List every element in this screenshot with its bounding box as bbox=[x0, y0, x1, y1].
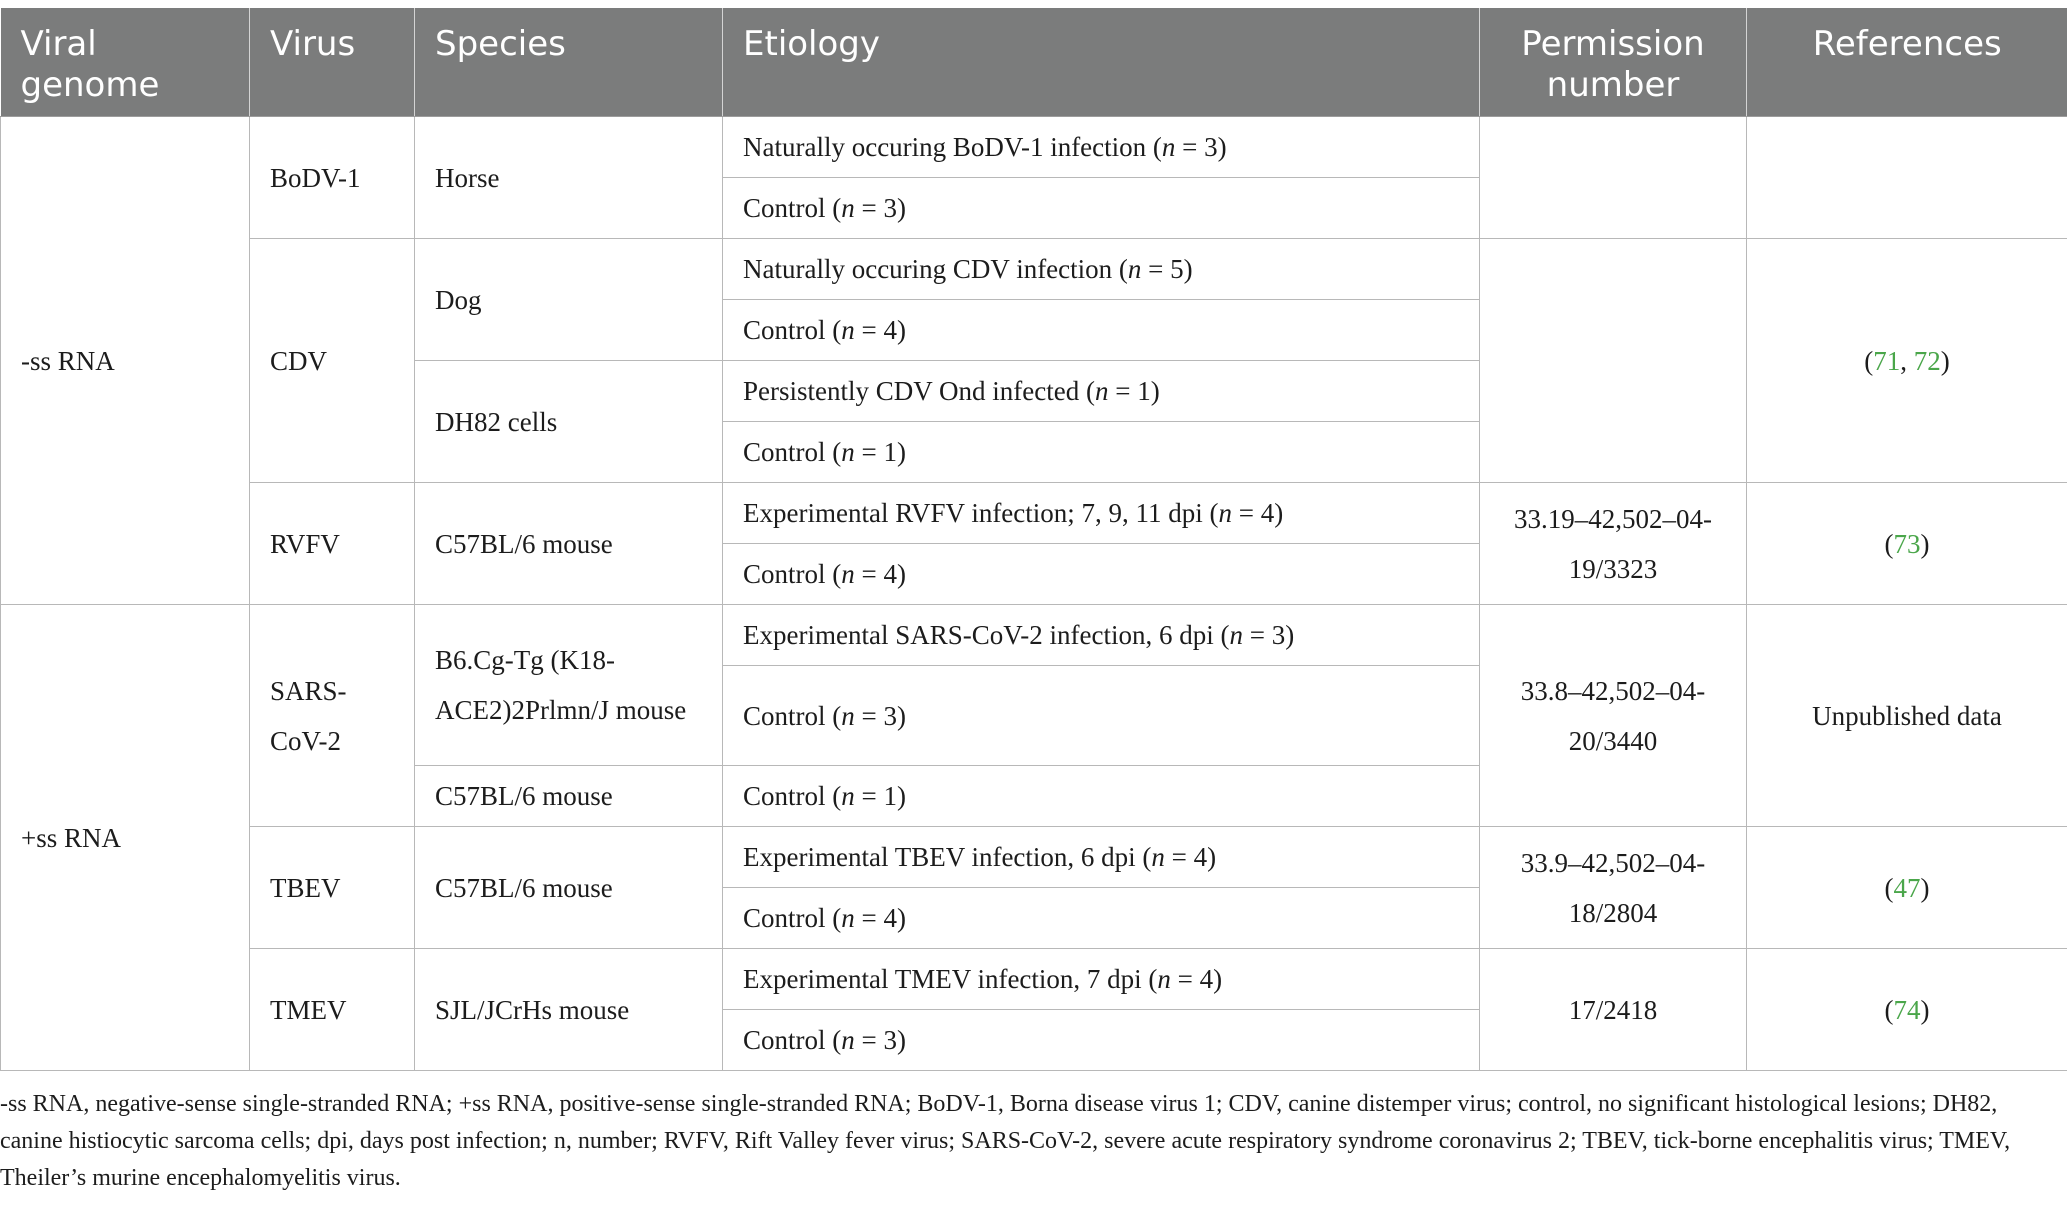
reference-link[interactable]: 72 bbox=[1913, 345, 1941, 376]
etiology-cell: Control (n = 4) bbox=[723, 888, 1480, 949]
species-cell-c57-sars: C57BL/6 mouse bbox=[415, 766, 723, 827]
etiology-cell: Experimental RVFV infection; 7, 9, 11 dpi (n = 4) bbox=[723, 483, 1480, 544]
species-cell-c57-tbev: C57BL/6 mouse bbox=[415, 827, 723, 949]
genome-cell-pos: +ss RNA bbox=[1, 605, 250, 1071]
etiology-cell: Persistently CDV Ond infected (n = 1) bbox=[723, 361, 1480, 422]
reference-link[interactable]: 74 bbox=[1893, 994, 1921, 1025]
permission-cell-sars: 33.8–42,502–04-20/3440 bbox=[1480, 605, 1747, 827]
permission-cell-tbev: 33.9–42,502–04-18/2804 bbox=[1480, 827, 1747, 949]
reference-link[interactable]: 73 bbox=[1893, 528, 1921, 559]
species-cell-c57-rvfv: C57BL/6 mouse bbox=[415, 483, 723, 605]
etiology-cell: Experimental TMEV infection, 7 dpi (n = 4) bbox=[723, 949, 1480, 1010]
virus-cell-rvfv: RVFV bbox=[250, 483, 415, 605]
header-row bbox=[1, 8, 2067, 117]
virus-cell-tbev: TBEV bbox=[250, 827, 415, 949]
table-row bbox=[1, 949, 2067, 1010]
permission-cell-empty bbox=[1480, 117, 1747, 239]
reference-cell-cdv: (71, 72) bbox=[1747, 239, 2067, 483]
genome-cell-neg: -ss RNA bbox=[1, 117, 250, 605]
reference-cell-tmev: (74) bbox=[1747, 949, 2067, 1071]
data-table bbox=[0, 8, 2067, 1071]
table-row bbox=[1, 483, 2067, 544]
species-cell-horse: Horse bbox=[415, 117, 723, 239]
reference-link[interactable]: 47 bbox=[1893, 872, 1921, 903]
virus-cell-tmev: TMEV bbox=[250, 949, 415, 1071]
etiology-cell: Control (n = 4) bbox=[723, 300, 1480, 361]
table-row bbox=[1, 827, 2067, 888]
etiology-cell: Control (n = 1) bbox=[723, 766, 1480, 827]
etiology-cell: Naturally occuring BoDV-1 infection (n = 3) bbox=[723, 117, 1480, 178]
etiology-cell: Control (n = 3) bbox=[723, 666, 1480, 766]
header-permission-number: Permission number bbox=[1480, 8, 1747, 117]
reference-link[interactable]: 71 bbox=[1873, 345, 1901, 376]
header-references: References bbox=[1747, 8, 2067, 117]
table-row bbox=[1, 239, 2067, 300]
etiology-cell: Control (n = 3) bbox=[723, 178, 1480, 239]
table-row bbox=[1, 605, 2067, 666]
header-virus: Virus bbox=[250, 8, 415, 117]
virus-cell-cdv: CDV bbox=[250, 239, 415, 483]
reference-cell-sars: Unpublished data bbox=[1747, 605, 2067, 827]
species-cell-sjl: SJL/JCrHs mouse bbox=[415, 949, 723, 1071]
permission-cell-rvfv: 33.19–42,502–04-19/3323 bbox=[1480, 483, 1747, 605]
etiology-cell: Control (n = 3) bbox=[723, 1010, 1480, 1071]
reference-cell-empty bbox=[1747, 117, 2067, 239]
reference-cell-tbev: (47) bbox=[1747, 827, 2067, 949]
virus-cell-sars: SARS-CoV-2 bbox=[250, 605, 415, 827]
header-viral-genome: Viral genome bbox=[1, 8, 250, 117]
header-etiology: Etiology bbox=[723, 8, 1480, 117]
etiology-cell: Control (n = 4) bbox=[723, 544, 1480, 605]
permission-cell-tmev: 17/2418 bbox=[1480, 949, 1747, 1071]
etiology-cell: Experimental SARS-CoV-2 infection, 6 dpi (n = 3) bbox=[723, 605, 1480, 666]
etiology-cell: Control (n = 1) bbox=[723, 422, 1480, 483]
virus-cell-bodv: BoDV-1 bbox=[250, 117, 415, 239]
species-cell-b6cg: B6.Cg-Tg (K18-ACE2)2Prlmn/J mouse bbox=[415, 605, 723, 766]
species-cell-dh82: DH82 cells bbox=[415, 361, 723, 483]
permission-cell-empty bbox=[1480, 239, 1747, 483]
table-row bbox=[1, 117, 2067, 178]
reference-cell-rvfv: (73) bbox=[1747, 483, 2067, 605]
etiology-cell: Naturally occuring CDV infection (n = 5) bbox=[723, 239, 1480, 300]
etiology-cell: Experimental TBEV infection, 6 dpi (n = 4) bbox=[723, 827, 1480, 888]
species-cell-dog: Dog bbox=[415, 239, 723, 361]
header-species: Species bbox=[415, 8, 723, 117]
table-footnote: -ss RNA, negative-sense single-stranded RNA; +ss RNA, positive-sense single-stranded RNA; BoDV-1, Borna disease virus 1; CDV, canine distemper virus; control, no significant histological lesions; DH82, canine histiocytic sarcoma cells; dpi, days post infection; n, number; RVFV, Rift Valley fever virus; SARS-CoV-2, severe acute respiratory syndrome coronavirus 2; TBEV, tick-borne encephalitis virus; TMEV, Theiler’s murine encephalomyelitis virus. bbox=[0, 1091, 2011, 1191]
